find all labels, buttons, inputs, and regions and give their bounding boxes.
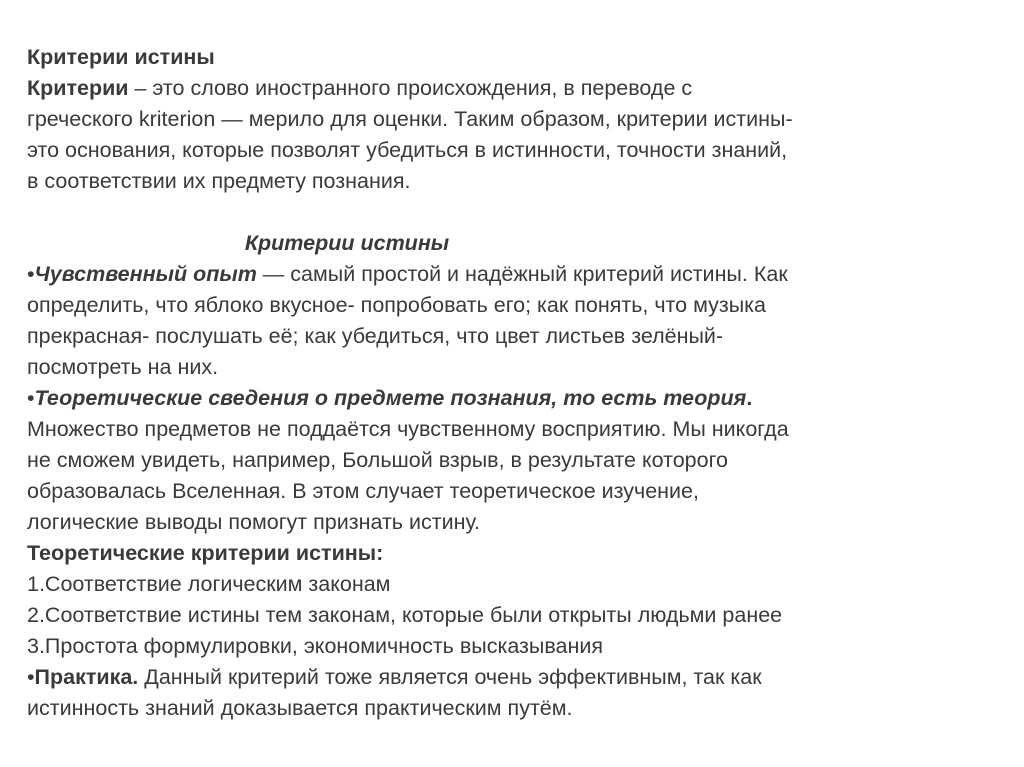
list-item: 1.Соответствие логическим законам bbox=[27, 572, 391, 596]
sensory-line-1 bbox=[27, 259, 997, 290]
sensory-line-4: посмотреть на них. bbox=[27, 355, 219, 379]
sensory-line-1-text: — самый простой и надёжный критерий истины. Как bbox=[256, 262, 788, 286]
bullet: • bbox=[27, 386, 35, 410]
intro-line-3: это основания, которые позволят убедиться в истинности, точности знаний, bbox=[27, 138, 788, 162]
theory-term: Теоретические сведения о предмете познания, то есть теория bbox=[34, 386, 747, 410]
practice-line-1 bbox=[27, 662, 997, 693]
theory-term-end: . bbox=[746, 386, 753, 410]
sensory-line-3: прекрасная- послушать её; как убедиться, что цвет листьев зелёный- bbox=[27, 324, 724, 348]
intro-line-1-text: – это слово иностранного происхождения, в переводе с bbox=[128, 76, 693, 100]
list-item: 2.Соответствие истины тем законам, которые были открыты людьми ранее bbox=[27, 603, 783, 627]
theory-line-4: образовалась Вселенная. В этом случает теоретическое изучение, bbox=[27, 479, 699, 503]
intro-term: Критерии bbox=[27, 76, 129, 100]
sensory-term: Чувственный опыт bbox=[34, 262, 257, 286]
theory-line-2: Множество предметов не поддаётся чувственному восприятию. Мы никогда bbox=[27, 417, 789, 441]
sensory-line-2: определить, что яблоко вкусное- попробовать его; как понять, что музыка bbox=[27, 293, 767, 317]
list-item: 3.Простота формулировки, экономичность высказывания bbox=[27, 634, 604, 658]
theory-line-3: не сможем увидеть, например, Большой взрыв, в результате которого bbox=[27, 448, 728, 472]
bullet: • bbox=[27, 665, 35, 689]
slide-content bbox=[27, 42, 997, 724]
theory-line-5: логические выводы помогут признать истину. bbox=[27, 510, 481, 534]
spacer bbox=[27, 197, 997, 228]
bullet: • bbox=[27, 262, 35, 286]
theory-criteria-heading: Теоретические критерии истины: bbox=[27, 541, 384, 565]
page-title: Критерии истины bbox=[27, 45, 215, 69]
section-subtitle: Критерии истины bbox=[244, 231, 450, 255]
theory-line-1 bbox=[27, 383, 997, 414]
practice-term: Практика. bbox=[34, 665, 139, 689]
intro-line-1 bbox=[27, 73, 997, 104]
intro-line-2: греческого kriterion — мерило для оценки. Таким образом, критерии истины- bbox=[27, 107, 793, 131]
practice-line-2: истинность знаний доказывается практическим путём. bbox=[27, 696, 573, 720]
practice-line-1-text: Данный критерий тоже является очень эффективным, так как bbox=[138, 665, 762, 689]
intro-line-4: в соответствии их предмету познания. bbox=[27, 169, 411, 193]
